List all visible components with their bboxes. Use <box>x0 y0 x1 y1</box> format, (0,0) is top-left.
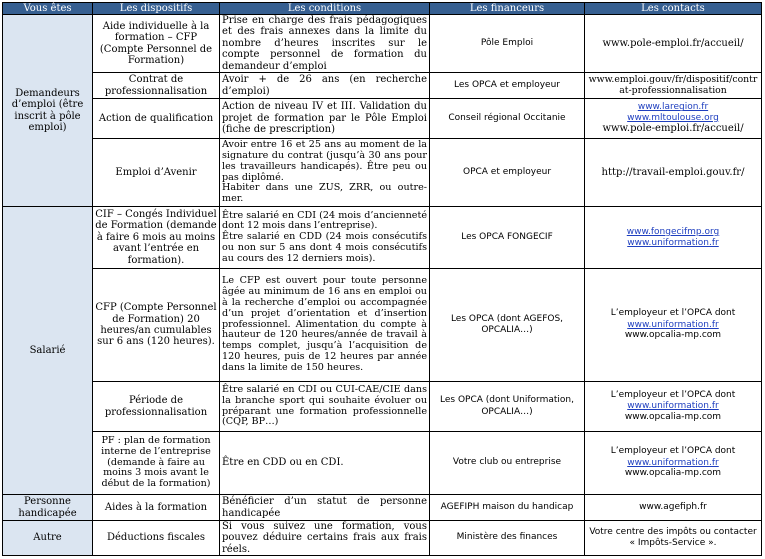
contact-text: www.opcalia-mp.com <box>624 411 722 422</box>
dispositif-cell: Période de professionnalisation <box>93 382 220 432</box>
group-demandeurs: Demandeurs d’emploi (être inscrit à pôle emploi) <box>3 15 93 207</box>
conditions-cell: Si vous suivez une formation, vous pouvez déduire certains frais aux frais réels. <box>220 521 430 556</box>
header-conditions: Les conditions <box>220 3 430 15</box>
financeurs-cell: Pôle Emploi <box>430 15 585 73</box>
financeurs-cell: AGEFIPH maison du handicap <box>430 495 585 521</box>
dispositif-cell: Action de qualification <box>93 99 220 139</box>
contact-link[interactable]: www.uniformation.fr <box>627 457 719 468</box>
contact-text: www.pole-emploi.fr/accueil/ <box>602 123 744 135</box>
header-financeurs: Les financeurs <box>430 3 585 15</box>
header-contacts: Les contacts <box>585 3 762 15</box>
table-row <box>3 432 762 495</box>
conditions-cell <box>220 139 430 207</box>
conditions-text: Avoir entre 16 et 25 ans au moment de la signature du contrat (jusqu’à 30 ans pour les travailleurs handicapés). Être peu ou pas diplômé. <box>222 139 427 183</box>
conditions-cell: Être en CDD ou en CDI. <box>220 432 430 495</box>
table-row <box>3 495 762 521</box>
contacts-cell <box>585 139 762 207</box>
financeurs-cell: Votre club ou entreprise <box>430 432 585 495</box>
contact-link[interactable]: www.uniformation.fr <box>627 401 719 412</box>
contact-link[interactable]: www.uniformation.fr <box>627 319 719 330</box>
financeurs-cell: OPCA et employeur <box>430 139 585 207</box>
contact-text: http://travail-emploi.gouv.fr/ <box>601 166 745 178</box>
contact-link[interactable]: www.fongecifmp.org <box>626 227 720 238</box>
conditions-cell: Action de niveau IV et III. Validation du projet de formation par le Pôle Emploi (fiche de prescription) <box>220 99 430 139</box>
table-row <box>3 15 762 73</box>
financeurs-cell: Conseil régional Occitanie <box>430 99 585 139</box>
table-row <box>3 73 762 99</box>
header-vous-etes: Vous êtes <box>3 3 93 15</box>
dispositif-cell: CFP (Compte Personnel de Formation) 20 heures/an cumulables sur 6 ans (120 heures). <box>93 269 220 382</box>
conditions-text: Être salarié en CDD (24 mois consécutifs ou non sur 5 ans dont 4 mois consécutifs au cours des 12 derniers mois). <box>222 231 427 264</box>
table-row <box>3 382 762 432</box>
conditions-text: Être salarié en CDI (24 mois d’ancienneté dont 12 mois dans l’entreprise). <box>222 209 427 232</box>
dispositif-cell: Emploi d’Avenir <box>93 139 220 207</box>
contacts-cell <box>585 269 762 382</box>
formation-funding-table <box>2 2 762 556</box>
dispositif-cell: PF : plan de formation interne de l’entreprise (demande à faire au moins 3 mois avant le début de la formation) <box>93 432 220 495</box>
header-row <box>3 3 762 15</box>
table-row <box>3 521 762 556</box>
contacts-cell <box>585 432 762 495</box>
contact-link[interactable]: www.mltoulouse.org <box>627 112 719 123</box>
table-row <box>3 139 762 207</box>
group-salarie: Salarié <box>3 207 93 495</box>
contacts-cell <box>585 15 762 73</box>
financeurs-cell: Les OPCA et employeur <box>430 73 585 99</box>
group-autre: Autre <box>3 521 93 556</box>
contact-link[interactable]: www.laregion.fr <box>637 102 709 113</box>
conditions-cell: Le CFP est ouvert pour toute personne âgée au minimum de 16 ans en emploi ou à la recherche d’emploi ou accompagnée d’un projet d’orientation et d’insertion professionnel. Alimentation du compte à hauteur de 120 heures/année de travail à temps complet, jusqu’à l’acquisition de 120 heures, puis de 12 heures par année dans la limite de 150 heures. <box>220 269 430 382</box>
header-dispositifs: Les dispositifs <box>93 3 220 15</box>
conditions-text: Habiter dans une ZUS, ZRR, ou outre-mer. <box>222 182 427 205</box>
contact-link[interactable]: www.uniformation.fr <box>627 237 719 248</box>
contact-text: www.opcalia-mp.com <box>624 468 722 479</box>
contacts-cell <box>585 73 762 99</box>
conditions-cell: Avoir + de 26 ans (en recherche d’emploi) <box>220 73 430 99</box>
conditions-cell <box>220 207 430 269</box>
dispositif-cell: Aide individuelle à la formation – CFP (Compte Personnel de Formation) <box>93 15 220 73</box>
dispositif-cell: CIF – Congés Individuel de Formation (demande à faire 6 mois au moins avant l’entrée en formation). <box>93 207 220 269</box>
table-row <box>3 207 762 269</box>
financeurs-cell: Les OPCA (dont Uniformation, OPCALIA…) <box>430 382 585 432</box>
contact-text: www.opcalia-mp.com <box>624 330 722 341</box>
contact-text: www.emploi.gouv/fr/dispositif/contrat-professionnalisation <box>588 73 758 96</box>
contacts-cell <box>585 382 762 432</box>
contact-text: Votre centre des impôts ou contacter « Impôts-Service ». <box>589 526 757 549</box>
contacts-cell <box>585 495 762 521</box>
table-row <box>3 269 762 382</box>
dispositif-cell: Déductions fiscales <box>93 521 220 556</box>
contact-text: www.agefiph.fr <box>639 501 707 512</box>
financeurs-cell: Les OPCA (dont AGEFOS, OPCALIA…) <box>430 269 585 382</box>
dispositif-cell: Aides à la formation <box>93 495 220 521</box>
contact-text: www.pole-emploi.fr/accueil/ <box>602 37 744 49</box>
contact-text: L’employeur et l’OPCA dont <box>610 446 736 457</box>
financeurs-cell: Les OPCA FONGECIF <box>430 207 585 269</box>
contact-text: L’employeur et l’OPCA dont <box>610 389 736 400</box>
contacts-cell <box>585 521 762 556</box>
contacts-cell <box>585 99 762 139</box>
dispositif-cell: Contrat de professionnalisation <box>93 73 220 99</box>
contact-text: L’employeur et l’OPCA dont <box>610 308 736 319</box>
financeurs-cell: Ministère des finances <box>430 521 585 556</box>
conditions-cell: Prise en charge des frais pédagogiques et des frais annexes dans la limite du nombre d’heures inscrites sur le compte personnel de formation du demandeur d’emploi <box>220 15 430 73</box>
contacts-cell <box>585 207 762 269</box>
group-handicape: Personne handicapée <box>3 495 93 521</box>
conditions-cell: Être salarié en CDI ou CUI-CAE/CIE dans la branche sport qui souhaite évoluer ou préparant une formation professionnelle (CQP, BP…) <box>220 382 430 432</box>
conditions-cell: Bénéficier d’un statut de personne handicapée <box>220 495 430 521</box>
table-row <box>3 99 762 139</box>
